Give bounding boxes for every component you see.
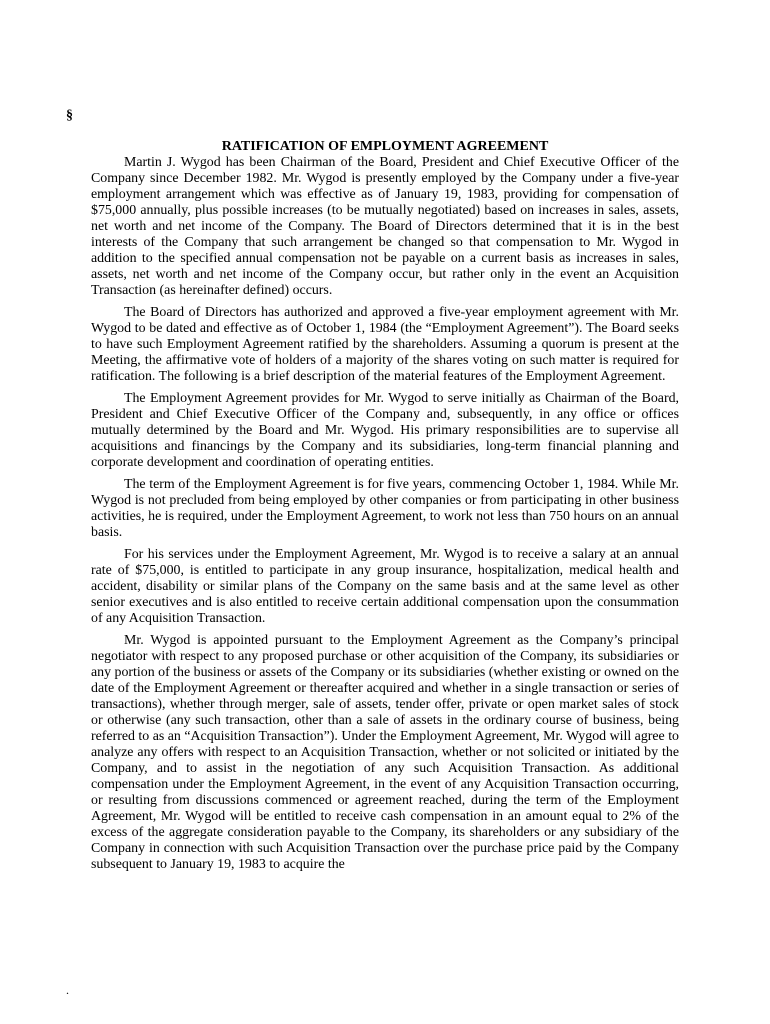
page-title: RATIFICATION OF EMPLOYMENT AGREEMENT [221, 139, 549, 154]
paragraph-board-approval: The Board of Directors has authorized and approved a five-year employment agreement with Mr. Wygod to be dated and effective as of October 1, 1984 (the “Employment Agreement”). The Board seeks to have such Employment Agreement ratified by the shareholders. Assuming a quorum is present at the Meeting, the affirmative vote of holders of a majority of the shares voting on such matter is required for ratification. The following is a brief description of the material features of the Employment Agreement. [91, 305, 679, 384]
footer-mark: . [66, 983, 69, 997]
paragraph-responsibilities: The Employment Agreement provides for Mr. Wygod to serve initially as Chairman of the Board, President and Chief Executive Officer of the Company and, subsequently, in any office or offices mutually determined by the Board and Mr. Wygod. His primary responsibilities are to supervise all acquisitions and financings by the Company and its subsidiaries, long-term financial planning and corporate development and coordination of operating entities. [91, 391, 679, 470]
paragraph-compensation: For his services under the Employment Agreement, Mr. Wygod is to receive a salary at an annual rate of $75,000, is entitled to participate in any group insurance, hospitalization, medical health and accident, disability or similar plans of the Company on the same basis and at the same level as other senior executives and is also entitled to receive certain additional compensation upon the consummation of any Acquisition Transaction. [91, 547, 679, 626]
paragraph-current-employment: Martin J. Wygod has been Chairman of the Board, President and Chief Executive Officer of the Company since December 1982. Mr. Wygod is presently employed by the Company under a five-year employment arrangement which was effective as of January 19, 1983, providing for compensation of $75,000 annually, plus possible increases (to be mutually negotiated) based on increases in sales, assets, net worth and net income of the Company. The Board of Directors determined that it is in the best interests of the Company that such arrangement be changed so that compensation to Mr. Wygod in addition to the specified annual compensation not be payable on a current basis as increases in sales, assets, net worth and net income of the Company occur, but rather only in the event an Acquisition Transaction (as hereinafter defined) occurs. [91, 155, 679, 298]
section-symbol: § [66, 108, 73, 123]
paragraph-acquisition-transaction: Mr. Wygod is appointed pursuant to the Employment Agreement as the Company’s principal negotiator with respect to any proposed purchase or other acquisition of the Company, its subsidiaries or any portion of the business or assets of the Company or its subsidiaries (whether existing or owned on the date of the Employment Agreement or thereafter acquired and whether in a single transaction or series of transactions), whether through merger, sale of assets, tender offer, private or open market sales of stock or otherwise (any such transaction, other than a sale of assets in the ordinary course of business, being referred to as an “Acquisition Transaction”). Under the Employment Agreement, Mr. Wygod will agree to analyze any offers with respect to an Acquisition Transaction, whether or not solicited or initiated by the Company, and to assist in the negotiation of any such Acquisition Transaction. As additional compensation under the Employment Agreement, in the event of any Acquisition Transaction occurring, or resulting from discussions commenced or agreement reached, during the term of the Employment Agreement, Mr. Wygod will be entitled to receive cash compensation in an amount equal to 2% of the excess of the aggregate consideration payable to the Company, its shareholders or any subsidiary of the Company in connection with such Acquisition Transaction over the purchase price paid by the Company subsequent to January 19, 1983 to acquire the [91, 633, 679, 872]
document-body [91, 139, 679, 879]
paragraph-term: The term of the Employment Agreement is for five years, commencing October 1, 1984. While Mr. Wygod is not precluded from being employed by other companies or from participating in other business activities, he is required, under the Employment Agreement, to work not less than 750 hours on an annual basis. [91, 477, 679, 540]
